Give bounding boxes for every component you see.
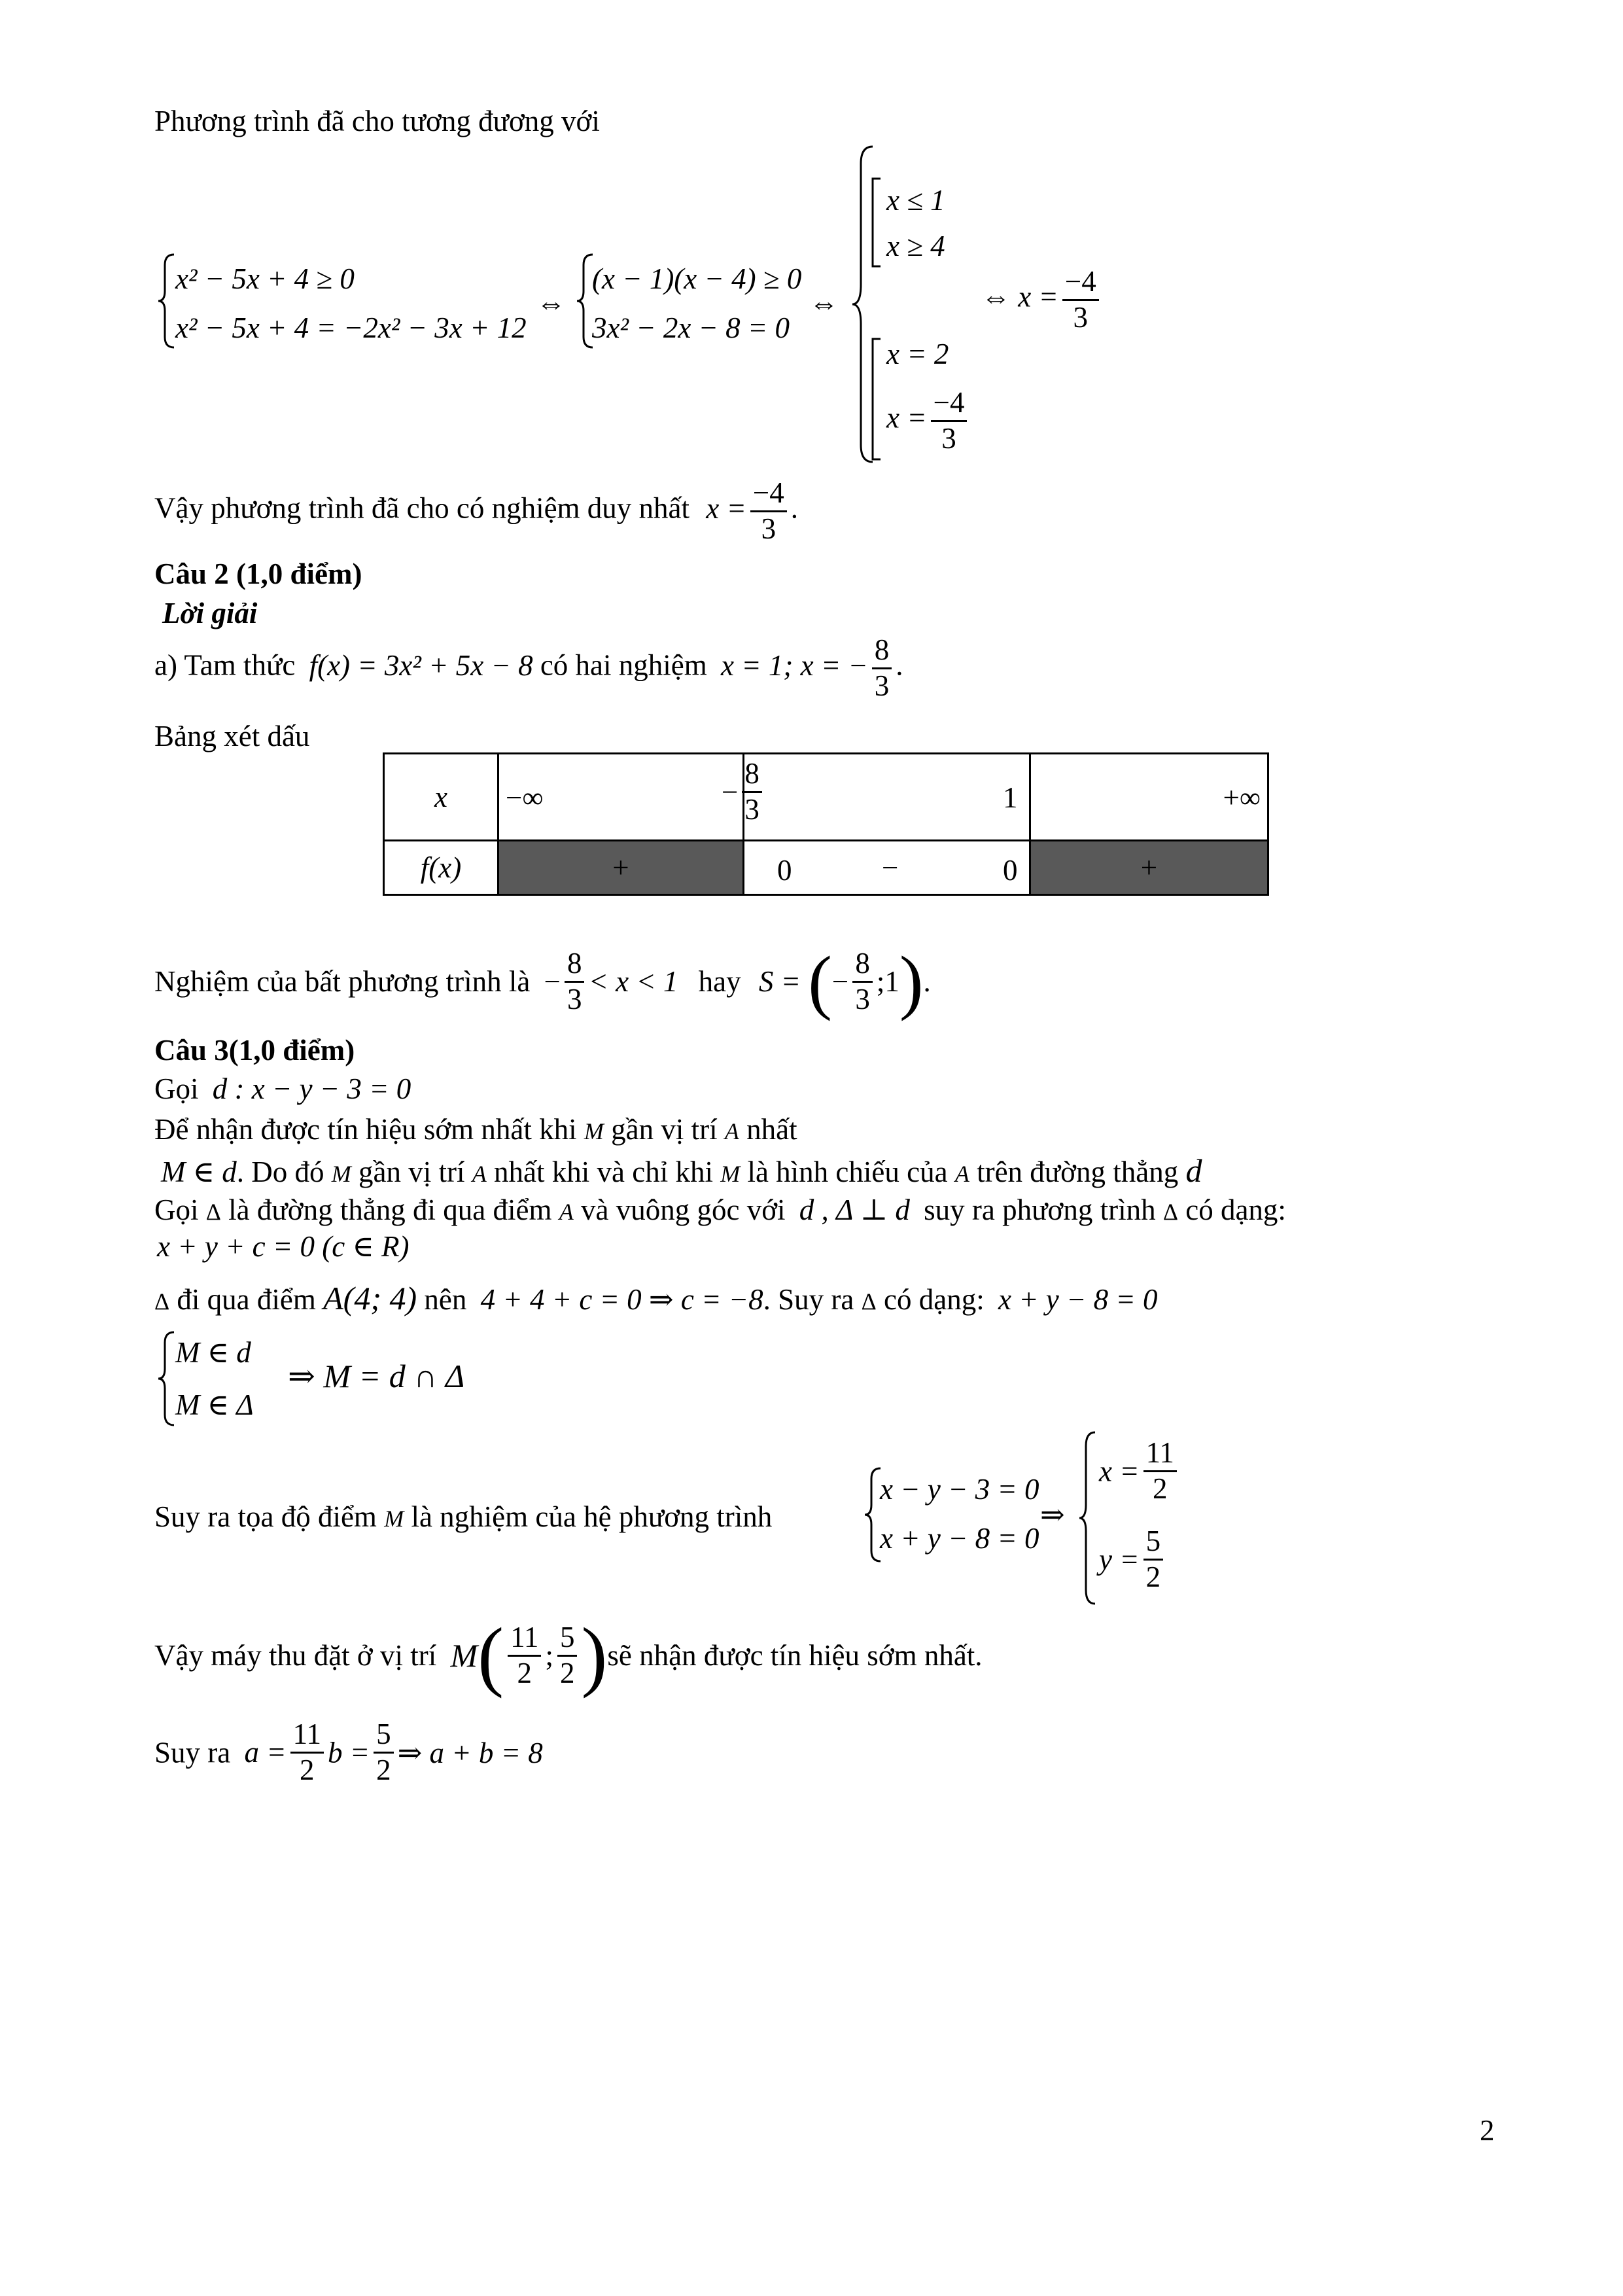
left-brace <box>157 1330 177 1428</box>
sign-table-cell <box>744 754 1030 841</box>
cau3-line9: Suy ra a = $\frac{11}{2}$ b = $\frac{5}{2}$ ⇒ a + b = 8 <box>154 1718 543 1786</box>
left-brace <box>157 252 177 350</box>
result-den: 3 <box>1073 300 1089 334</box>
neg-inf: −∞ <box>506 781 544 814</box>
left-brace <box>1078 1430 1098 1606</box>
case1-a: x ≤ 1 <box>886 184 945 217</box>
root2: 1 <box>1003 781 1018 814</box>
sys2-row1: (x − 1)(x − 4) ≥ 0 <box>592 262 802 295</box>
zero-1: 0 <box>777 854 792 887</box>
intro-text: Phương trình đã cho tương đương với <box>154 105 600 137</box>
sign-table-label-f: f(x) <box>384 841 498 895</box>
cau3-line5: x + y + c = 0 (c ∈ R) <box>157 1230 410 1263</box>
sys2-row2: 3x² − 2x − 8 = 0 <box>592 311 790 344</box>
case2-b <box>886 386 971 456</box>
cau2-title: Câu 2 (1,0 điểm) <box>154 557 362 590</box>
page-number: 2 <box>1480 2114 1495 2147</box>
sol-x: x = $\frac{11}{2}$ <box>1099 1436 1181 1506</box>
cau2-a-frac-den: 3 <box>874 669 890 702</box>
equiv-arrow-2: ⇔ <box>809 287 839 319</box>
case2-a: x = 2 <box>886 338 949 370</box>
result-num: −4 <box>1062 265 1099 301</box>
conclusion-den: 3 <box>761 512 777 545</box>
sign-plus-2: + <box>1030 841 1268 895</box>
cau3-line1: Gọi d : x − y − 3 = 0 <box>154 1072 411 1105</box>
cau3-line4: Gọi Δ là đường thẳng đi qua điểm A và vuông góc với d , Δ ⊥ d suy ra phương trình Δ có dạng: <box>154 1193 1286 1226</box>
sys3-row1: M ∈ d <box>175 1336 251 1369</box>
cau2-loi-giai: Lời giải <box>162 597 258 629</box>
sign-table-label-x: x <box>384 754 498 841</box>
sign-table-row-x <box>384 754 1268 841</box>
sys4-arrow: ⇒ <box>1040 1498 1065 1531</box>
conclusion-lhs: x = <box>706 491 746 525</box>
sys3-result: ⇒ M = d ∩ Δ <box>288 1358 465 1394</box>
case2-b-den: 3 <box>941 421 956 455</box>
cau3-line3: M ∈ d. Do đó M gần vị trí A nhất khi và chỉ khi M là hình chiếu của A trên đường thẳng d <box>161 1152 1202 1189</box>
sys1-row1: x² − 5x + 4 ≥ 0 <box>175 262 355 295</box>
cau3-line8: Vậy máy thu đặt ở vị trí M( $\frac{11}{2}$ ; $\frac{5}{2}$ )sẽ nhận được tín hiệu sớm nhất. <box>154 1612 983 1699</box>
conclusion-line <box>154 476 798 546</box>
left-bracket <box>870 177 883 268</box>
sign-table <box>383 752 1269 896</box>
sign-table-cell <box>498 754 759 841</box>
sys3-row2: M ∈ Δ <box>175 1388 254 1421</box>
sys4-row1: x − y − 3 = 0 <box>880 1473 1039 1506</box>
sign-table-row-f <box>384 841 1268 895</box>
case2-b-lhs: x = <box>886 401 927 434</box>
zero-2: 0 <box>1003 854 1018 887</box>
cau2-a-end: . <box>896 648 903 682</box>
result <box>981 265 1103 335</box>
cau2-a-text2: có hai nghiệm <box>540 648 707 682</box>
conclusion-num: −4 <box>750 476 787 512</box>
equiv-arrow-1: ⇔ <box>536 287 566 319</box>
cau2-a-frac-num: 8 <box>872 633 892 669</box>
cau2-a-text1: a) Tam thức <box>154 648 296 682</box>
cau2-a-line <box>154 633 903 703</box>
sign-plus-1: + <box>498 841 744 895</box>
cau2-solution-line: Nghiệm của bất phương trình là − $\frac{8}{3}$ < x < 1 hay S = (− $\frac{8}{3}$ ;1). <box>154 942 931 1021</box>
case2-b-num: −4 <box>931 386 968 422</box>
sys4-row2: x + y − 8 = 0 <box>880 1522 1039 1555</box>
cau3-line2: Để nhận được tín hiệu sớm nhất khi M gần vị trí A nhất <box>154 1113 797 1146</box>
conclusion-end: . <box>790 491 799 525</box>
conclusion-text: Vậy phương trình đã cho có nghiệm duy nhất <box>154 491 690 525</box>
sign-table-cell <box>1030 754 1268 841</box>
sign-middle <box>744 841 1030 895</box>
cau2-a-func: f(x) = 3x² + 5x − 8 <box>309 648 533 682</box>
left-bracket <box>870 337 883 461</box>
sign-minus: − <box>882 851 899 884</box>
cau3-line7: Suy ra tọa độ điểm M là nghiệm của hệ phương trình <box>154 1500 773 1533</box>
sys1-row2: x² − 5x + 4 = −2x² − 3x + 12 <box>175 311 527 344</box>
sol-y: y = $\frac{5}{2}$ <box>1099 1525 1167 1595</box>
cau3-title: Câu 3(1,0 điểm) <box>154 1034 355 1067</box>
cau2-a-roots: x = 1; x = − <box>721 648 868 682</box>
cau3-line6: Δ đi qua điểm A(4; 4) nên 4 + 4 + c = 0 ⇒ c = −8. Suy ra Δ có dạng: x + y − 8 = 0 <box>154 1280 1158 1316</box>
case1-b: x ≥ 4 <box>886 230 945 262</box>
pos-inf: +∞ <box>1223 781 1261 814</box>
solution-ineq: < x < 1 <box>588 965 678 998</box>
result-lhs: ⇔ x = <box>981 280 1058 313</box>
sign-table-caption: Bảng xét dấu <box>154 720 310 752</box>
root1: − $\frac{8}{3}$ <box>722 757 766 827</box>
solution-text: Nghiệm của bất phương trình là <box>154 965 531 998</box>
